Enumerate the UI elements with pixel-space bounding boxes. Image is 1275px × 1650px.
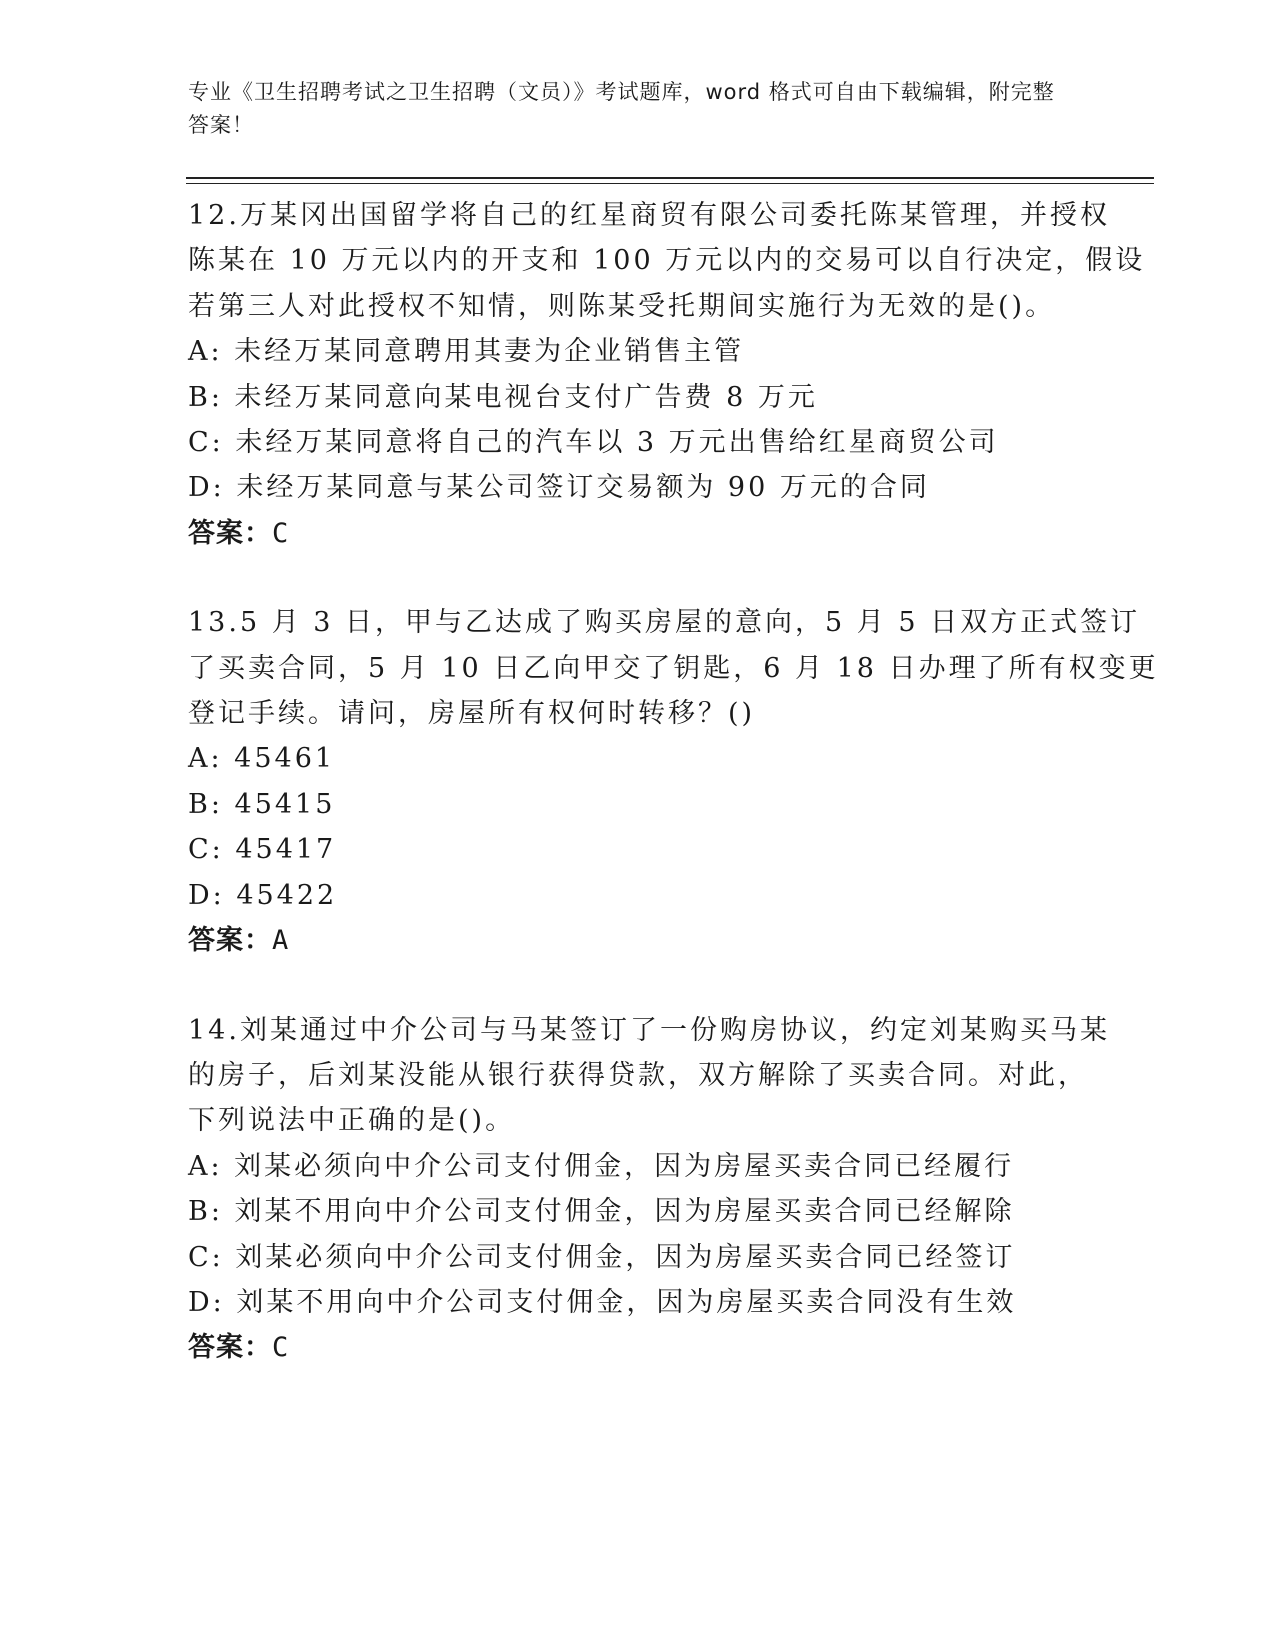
answer (188, 918, 1078, 963)
answer (188, 1325, 1078, 1370)
answer (188, 511, 1078, 556)
option-b: B: 未经万某同意向某电视台支付广告费 8 万元 (188, 381, 818, 413)
answer-value: C (272, 1332, 290, 1364)
question-list (188, 193, 1159, 1371)
question-stem-line: 了买卖合同，5 月 10 日乙向甲交了钥匙，6 月 18 日办理了所有权变更 (188, 652, 1159, 684)
option-d: D: 刘某不用向中介公司支付佣金，因为房屋买卖合同没有生效 (188, 1286, 1017, 1318)
header-divider-thin (186, 183, 1154, 184)
answer-value: A (272, 925, 290, 957)
option-a: A: 45461 (188, 743, 336, 775)
question-stem-line: 12.万某冈出国留学将自己的红星商贸有限公司委托陈某管理，并授权 (188, 200, 1110, 231)
question-12 (188, 193, 1146, 556)
answer-value: C (272, 517, 290, 549)
option-b: B: 45415 (188, 788, 336, 820)
option-d: D: 45422 (188, 879, 338, 911)
option-b: B: 刘某不用向中介公司支付佣金，因为房屋买卖合同已经解除 (188, 1196, 1015, 1228)
option-a: A: 刘某必须向中介公司支付佣金，因为房屋买卖合同已经履行 (188, 1150, 1015, 1182)
page-header: 专业《卫生招聘考试之卫生招聘（文员）》考试题库，word 格式可自由下载编辑，附完整答案！ (188, 80, 1055, 137)
question-stem-line: 登记手续。请问，房屋所有权何时转移？() (188, 698, 756, 730)
question-stem-line: 13.5 月 3 日，甲与乙达成了购买房屋的意向，5 月 5 日双方正式签订 (188, 607, 1141, 639)
header-divider-thick (186, 177, 1154, 179)
option-c: C: 刘某必须向中介公司支付佣金，因为房屋买卖合同已经签订 (188, 1241, 1016, 1273)
option-d: D: 未经万某同意与某公司签订交易额为 90 万元的合同 (188, 472, 930, 504)
question-14 (188, 1008, 1110, 1371)
question-stem-line: 陈某在 10 万元以内的开支和 100 万元以内的交易可以自行决定，假设 (188, 245, 1146, 277)
question-stem-line: 14.刘某通过中介公司与马某签订了一份购房协议，约定刘某购买马某 (188, 1014, 1110, 1046)
answer-label: 答案： (188, 925, 272, 957)
question-stem-line: 若第三人对此授权不知情，则陈某受托期间实施行为无效的是()。 (188, 290, 1056, 322)
answer-label: 答案： (188, 1332, 272, 1364)
option-c: C: 45417 (188, 834, 337, 866)
question-stem-line: 的房子，后刘某没能从银行获得贷款，双方解除了买卖合同。对此， (188, 1059, 1088, 1091)
option-c: C: 未经万某同意将自己的汽车以 3 万元出售给红星商贸公司 (188, 427, 999, 459)
option-a: A: 未经万某同意聘用其妻为企业销售主管 (188, 336, 745, 368)
question-13 (188, 600, 1159, 963)
question-stem-line: 下列说法中正确的是()。 (188, 1105, 516, 1137)
answer-label: 答案： (188, 517, 272, 549)
